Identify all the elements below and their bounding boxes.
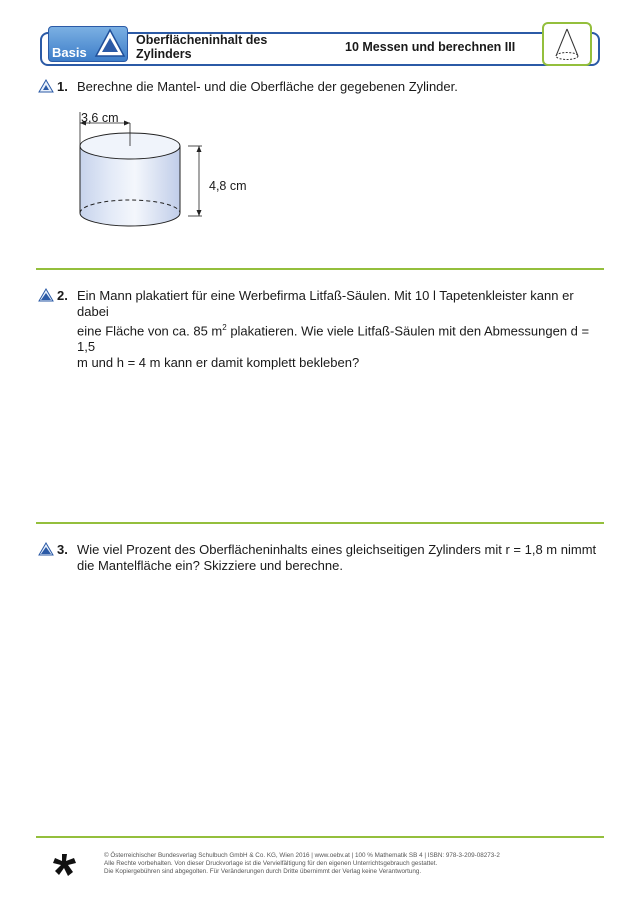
footer-copyright [104,852,534,877]
task-2-text [77,288,607,371]
publisher-logo-icon [52,852,78,878]
footer-line-2: Alle Rechte vorbehalten. Von dieser Druckvorlage ist die Vervielfältigung für den eigenen Unterrichtsgebrauch gestattet. [104,860,438,868]
task-2-line-2 [77,320,607,355]
separator-1 [36,268,604,270]
task-2-line-2b: plakatieren. Wie viele Litfaß-Säulen mit den Abmessungen d = 1,5 [77,323,590,355]
difficulty-triangle-icon [38,79,54,93]
task-3-line-2: die Mantelfläche ein? Skizziere und berechne. [77,558,343,573]
task-2-number: 2. [57,288,68,303]
page-title: Oberflächeninhalt des Zylinders [136,33,268,61]
cone-icon [544,24,590,64]
separator-footer [36,836,604,838]
task-3-line-1: Wie viel Prozent des Oberflächeninhalts eines gleichseitigen Zylinders mit r = 1,8 m nimmt [77,542,597,557]
height-label: 4,8 cm [209,179,247,193]
footer-line-3: Die Kopiergebühren sind abgegolten. Für Veränderungen durch Dritte übernimmt der Verlag keine Verantwortung. [104,868,422,876]
cylinder-figure [70,108,270,238]
task-3-text [77,542,607,574]
footer-line-1: © Österreichischer Bundesverlag Schulbuch GmbH & Co. KG, Wien 2016 | www.oebv.at | 100 % Mathematik SB 4 | ISBN: 978-3-209-08273-2 [104,852,500,859]
cone-icon-box [542,22,592,66]
task-2-line-2a: eine Fläche von ca. 85 m [77,323,223,339]
task-1-text: Berechne die Mantel- und die Oberfläche der gegebenen Zylinder. [77,79,458,94]
triangle-logo-icon [94,28,126,58]
basis-label: Basis [52,45,87,60]
chapter-label: 10 Messen und berechnen III [345,40,516,54]
task-2-line-1: Ein Mann plakatiert für eine Werbefirma Litfaß-Säulen. Mit 10 l Tapetenkleister kann er dabei [77,288,574,319]
task-1-number: 1. [57,79,68,94]
task-2-line-3: m und h = 4 m kann er damit komplett bekleben? [77,355,360,371]
task-3-number: 3. [57,542,68,557]
separator-2 [36,522,604,524]
difficulty-triangle-icon [38,288,54,302]
task-2-superscript: 2 [222,323,227,332]
difficulty-triangle-icon [38,542,54,556]
radius-label: 3,6 cm [81,111,119,125]
